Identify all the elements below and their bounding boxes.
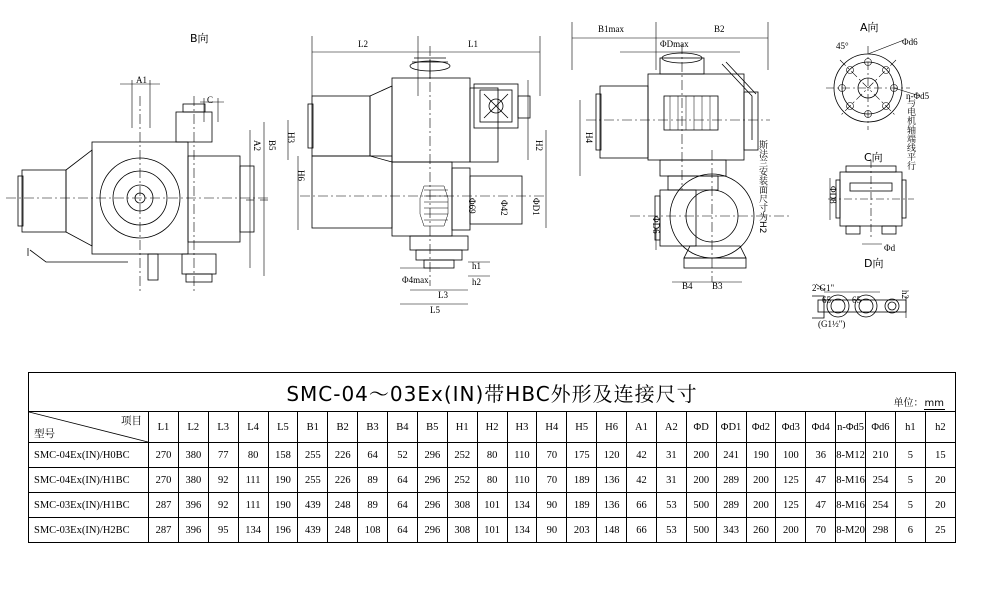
col-header: A1 [627,412,657,443]
cell: 175 [567,443,597,468]
col-header: H4 [537,412,567,443]
cell: 308 [447,493,477,518]
table-title-row [29,373,956,412]
table-title-cell [29,373,956,412]
row-model: SMC-04Ex(IN)/H0BC [29,443,149,468]
cell: 203 [567,518,597,543]
cell: 92 [208,493,238,518]
cell: 296 [417,468,447,493]
cell: 15 [925,443,955,468]
view-label-b: B向 [190,32,209,45]
table-row [29,443,956,468]
cell: 190 [268,493,298,518]
col-header: H1 [447,412,477,443]
cell: 110 [507,443,537,468]
cell: 289 [716,493,746,518]
cell: 189 [567,468,597,493]
cell: 136 [597,468,627,493]
cell: 200 [746,468,776,493]
cell: 380 [178,443,208,468]
dim-65-left: 65 [822,295,831,305]
dim-l1: L1 [468,39,478,49]
cell: 189 [567,493,597,518]
dim-65-right: 65 [852,295,861,305]
cell: 8-M12 [836,443,866,468]
cell: 255 [298,443,328,468]
cell: 289 [716,468,746,493]
cell: 134 [507,518,537,543]
cell: 80 [477,468,507,493]
cell: 100 [776,443,806,468]
cell: 5 [895,443,925,468]
dim-69: Φ69 [467,198,477,214]
dim-nd5: n-Φd5 [906,91,930,101]
cell: 8-M16 [836,493,866,518]
dim-d6: ΦD6 [651,216,661,234]
cell: 252 [447,443,477,468]
cell: 90 [537,493,567,518]
col-header: A2 [656,412,686,443]
dim-b4: B4 [682,281,693,291]
cell: 89 [358,493,388,518]
col-header: H6 [597,412,627,443]
cell: 36 [806,443,836,468]
col-header: Φd4 [806,412,836,443]
col-header: h1 [895,412,925,443]
cell: 241 [716,443,746,468]
table-header-row [29,412,956,443]
cell: 439 [298,518,328,543]
col-header: L4 [238,412,268,443]
cell: 252 [447,468,477,493]
cell: 6 [895,518,925,543]
dimension-table-wrap [28,372,956,543]
col-header: B5 [417,412,447,443]
cell: 70 [806,518,836,543]
dim-42: Φ42 [499,200,509,216]
col-header: H5 [567,412,597,443]
cell: 260 [746,518,776,543]
col-header: L1 [149,412,179,443]
dim-d6-flange: Φd6 [902,37,918,47]
cell: 64 [388,468,418,493]
cell: 89 [358,468,388,493]
conduit-thread-label: 2-G1" [812,283,835,293]
dim-b3: B3 [712,281,723,291]
cell: 200 [686,468,716,493]
cell: 125 [776,468,806,493]
dim-dmax: ΦDmax [660,39,689,49]
cell: 47 [806,468,836,493]
cell: 158 [268,443,298,468]
cell: 226 [328,468,358,493]
table-row [29,468,956,493]
view-label-a: A向 [860,21,879,34]
cell: 287 [149,493,179,518]
cell: 64 [388,518,418,543]
cell: 5 [895,468,925,493]
dim-d4max: Φ4max [402,275,429,285]
cell: 396 [178,518,208,543]
dim-h2-b: h2 [472,277,481,287]
col-header: B4 [388,412,418,443]
table-row [29,493,956,518]
cell: 31 [656,468,686,493]
cell: 47 [806,493,836,518]
cell: 42 [627,468,657,493]
cell: 111 [238,468,268,493]
table-unit: 单位：mm [893,398,944,409]
dim-h6: H6 [296,170,306,181]
cell: 25 [925,518,955,543]
cell: 125 [776,493,806,518]
dim-b1max: B1max [598,24,624,34]
dim-b5: B5 [267,140,277,151]
corner-model-label: 型号 [34,428,55,440]
cell: 31 [656,443,686,468]
dim-l2: L2 [358,39,368,49]
dim-d1: ΦD1 [531,198,541,216]
col-header: B2 [328,412,358,443]
col-header: L3 [208,412,238,443]
cell: 439 [298,493,328,518]
cell: 287 [149,518,179,543]
conduit-thread-alt-label: (G1½") [818,319,846,329]
cell: 70 [537,443,567,468]
table-corner-cell [29,412,149,443]
dim-h2: H2 [534,140,544,151]
cell: 5 [895,493,925,518]
cell: 190 [268,468,298,493]
cell: 8-M20 [836,518,866,543]
col-header: ΦD1 [716,412,746,443]
cell: 254 [866,468,896,493]
cell: 136 [597,493,627,518]
col-header: Φd3 [776,412,806,443]
col-header: H2 [477,412,507,443]
cell: 200 [776,518,806,543]
cell: 90 [537,518,567,543]
cell: 66 [627,518,657,543]
cell: 20 [925,493,955,518]
note-motor-axis: 与电机轴端线平行 [905,98,915,170]
dim-a2: A2 [252,140,262,151]
row-model: SMC-04Ex(IN)/H1BC [29,468,149,493]
cell: 500 [686,518,716,543]
cell: 64 [358,443,388,468]
cell: 120 [597,443,627,468]
col-header: H3 [507,412,537,443]
cell: 108 [358,518,388,543]
cell: 380 [178,468,208,493]
cell: 134 [238,518,268,543]
col-header: B3 [358,412,388,443]
col-header: ΦD [686,412,716,443]
view-label-c: C向 [864,151,883,164]
cell: 110 [507,468,537,493]
cell: 248 [328,518,358,543]
col-header: Φd2 [746,412,776,443]
cell: 53 [656,518,686,543]
cell: 148 [597,518,627,543]
dim-a1: A1 [136,75,147,85]
cell: 64 [388,493,418,518]
cell: 8-M16 [836,468,866,493]
cell: 92 [208,468,238,493]
col-header: L5 [268,412,298,443]
col-header: B1 [298,412,328,443]
corner-item-label: 项目 [121,415,142,427]
cell: 296 [417,443,447,468]
cell: 77 [208,443,238,468]
dim-c: C [207,95,214,105]
cell: 200 [686,443,716,468]
table-row [29,518,956,543]
cell: 343 [716,518,746,543]
dimension-table [28,372,956,543]
cell: 134 [507,493,537,518]
col-header: n-Φd5 [836,412,866,443]
cell: 80 [477,443,507,468]
dim-d8: ΦD8 [828,186,838,204]
cell: 296 [417,493,447,518]
cell: 248 [328,493,358,518]
row-model: SMC-03Ex(IN)/H2BC [29,518,149,543]
cell: 70 [537,468,567,493]
cell: 210 [866,443,896,468]
cell: 42 [627,443,657,468]
cell: 308 [447,518,477,543]
cell: 80 [238,443,268,468]
cell: 255 [298,468,328,493]
cell: 500 [686,493,716,518]
cell: 20 [925,468,955,493]
view-label-d: D向 [864,257,884,270]
dim-h4: H4 [584,132,594,143]
dim-angle-45: 45° [836,41,849,51]
col-header: L2 [178,412,208,443]
dim-l3: L3 [438,290,448,300]
cell: 200 [746,493,776,518]
dim-h3: H3 [286,132,296,143]
col-header: h2 [925,412,955,443]
cell: 53 [656,493,686,518]
cell: 52 [388,443,418,468]
dim-d: Φd [884,243,896,253]
cell: 226 [328,443,358,468]
cell: 296 [417,518,447,543]
cell: 254 [866,493,896,518]
cell: 196 [268,518,298,543]
cell: 101 [477,493,507,518]
cell: 95 [208,518,238,543]
cell: 270 [149,468,179,493]
cell: 101 [477,518,507,543]
note-flange-h2: 斯法兰安装面尺寸为H2 [757,140,767,234]
dim-h2-d: h2 [900,290,910,299]
dim-b2: B2 [714,24,725,34]
dim-l5: L5 [430,305,440,315]
row-model: SMC-03Ex(IN)/H1BC [29,493,149,518]
cell: 111 [238,493,268,518]
dim-h1: h1 [472,261,481,271]
cell: 66 [627,493,657,518]
col-header: Φd6 [866,412,896,443]
cell: 190 [746,443,776,468]
cell: 270 [149,443,179,468]
table-title: SMC-04～03Ex(IN)带HBC外形及连接尺寸 [286,381,698,406]
cell: 298 [866,518,896,543]
cell: 396 [178,493,208,518]
